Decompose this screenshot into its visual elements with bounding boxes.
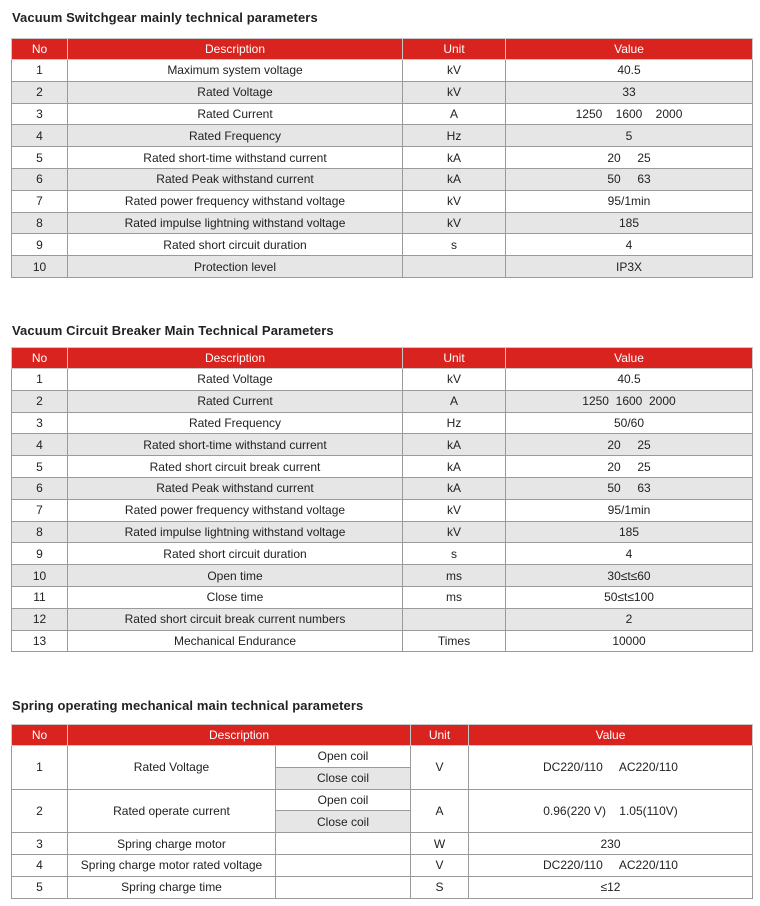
cell-description: Spring charge motor <box>68 833 276 855</box>
cell-no: 3 <box>12 833 68 855</box>
cell-unit: Hz <box>403 412 506 434</box>
cell-unit: kV <box>403 190 506 212</box>
cell-no: 10 <box>12 565 68 587</box>
cell-unit: kA <box>403 147 506 169</box>
table-row <box>12 608 753 630</box>
cell-value: 5 <box>506 125 753 147</box>
cell-no: 10 <box>12 256 68 278</box>
table-row <box>12 833 753 855</box>
cell-no: 13 <box>12 630 68 652</box>
cell-coil-type <box>276 854 411 876</box>
cell-no: 1 <box>12 60 68 82</box>
table-row <box>12 565 753 587</box>
cell-no: 8 <box>12 212 68 234</box>
cell-description: Close time <box>68 586 403 608</box>
section-1-title: Vacuum Switchgear mainly technical parameters <box>12 10 318 25</box>
table-header-row <box>12 39 753 60</box>
header-value: Value <box>469 725 753 746</box>
table-row <box>12 746 753 768</box>
cell-unit: kA <box>403 456 506 478</box>
cell-description: Rated Voltage <box>68 369 403 391</box>
cell-no: 7 <box>12 499 68 521</box>
cell-no: 7 <box>12 190 68 212</box>
cell-value: 2 <box>506 608 753 630</box>
cell-value: DC220/110 AC220/110 <box>469 746 753 790</box>
cell-no: 4 <box>12 434 68 456</box>
cell-unit: kV <box>403 369 506 391</box>
table-row <box>12 190 753 212</box>
header-no: No <box>12 725 68 746</box>
cell-no: 1 <box>12 369 68 391</box>
cell-value: 185 <box>506 521 753 543</box>
cell-description: Rated short-time withstand current <box>68 147 403 169</box>
cell-unit: S <box>411 876 469 898</box>
cell-description: Rated power frequency withstand voltage <box>68 190 403 212</box>
cell-no: 2 <box>12 789 68 833</box>
cell-unit: V <box>411 854 469 876</box>
cell-unit: kV <box>403 521 506 543</box>
cell-description: Rated short-time withstand current <box>68 434 403 456</box>
cell-description: Maximum system voltage <box>68 60 403 82</box>
header-value: Value <box>506 348 753 369</box>
cell-no: 5 <box>12 456 68 478</box>
cell-no: 5 <box>12 876 68 898</box>
cell-no: 8 <box>12 521 68 543</box>
section-3-title: Spring operating mechanical main technical parameters <box>12 698 364 713</box>
cell-coil-type: Close coil <box>276 811 411 833</box>
cell-unit: A <box>403 390 506 412</box>
cell-no: 11 <box>12 586 68 608</box>
cell-no: 2 <box>12 81 68 103</box>
table-row <box>12 168 753 190</box>
cell-description: Rated Frequency <box>68 125 403 147</box>
cell-coil-type <box>276 876 411 898</box>
cell-description: Spring charge motor rated voltage <box>68 854 276 876</box>
header-unit: Unit <box>403 39 506 60</box>
cell-description: Rated Voltage <box>68 81 403 103</box>
cell-value: 4 <box>506 234 753 256</box>
cell-no: 3 <box>12 412 68 434</box>
cell-description: Mechanical Endurance <box>68 630 403 652</box>
header-value: Value <box>506 39 753 60</box>
cell-value: 40.5 <box>506 369 753 391</box>
cell-no: 9 <box>12 234 68 256</box>
cell-description: Rated operate current <box>68 789 276 833</box>
cell-no: 12 <box>12 608 68 630</box>
cell-description: Rated short circuit break current <box>68 456 403 478</box>
cell-description: Rated Current <box>68 103 403 125</box>
cell-value: 230 <box>469 833 753 855</box>
cell-description: Rated impulse lightning withstand voltage <box>68 521 403 543</box>
header-description: Description <box>68 725 411 746</box>
header-no: No <box>12 39 68 60</box>
cell-no: 6 <box>12 168 68 190</box>
cell-unit: ms <box>403 565 506 587</box>
table-row <box>12 876 753 898</box>
cell-value: 20 25 <box>506 434 753 456</box>
table-row <box>12 412 753 434</box>
cell-no: 2 <box>12 390 68 412</box>
cell-value: 10000 <box>506 630 753 652</box>
cell-unit: Times <box>403 630 506 652</box>
cell-value: 1250 1600 2000 <box>506 103 753 125</box>
cell-value: IP3X <box>506 256 753 278</box>
cell-value: ≤12 <box>469 876 753 898</box>
cell-value: 20 25 <box>506 456 753 478</box>
table-row <box>12 212 753 234</box>
cell-value: 33 <box>506 81 753 103</box>
table-row <box>12 789 753 811</box>
cell-coil-type: Open coil <box>276 789 411 811</box>
cell-description: Rated short circuit duration <box>68 543 403 565</box>
table-header-row <box>12 348 753 369</box>
table-header-row <box>12 725 753 746</box>
table-row <box>12 499 753 521</box>
cell-no: 3 <box>12 103 68 125</box>
cell-unit: Hz <box>403 125 506 147</box>
table-row <box>12 521 753 543</box>
cell-value: DC220/110 AC220/110 <box>469 854 753 876</box>
cell-description: Rated power frequency withstand voltage <box>68 499 403 521</box>
cell-description: Rated Frequency <box>68 412 403 434</box>
cell-no: 9 <box>12 543 68 565</box>
cell-unit: kV <box>403 499 506 521</box>
cell-value: 40.5 <box>506 60 753 82</box>
cell-coil-type <box>276 833 411 855</box>
table-row <box>12 60 753 82</box>
cell-description: Open time <box>68 565 403 587</box>
cell-description: Rated short circuit duration <box>68 234 403 256</box>
cell-unit: A <box>411 789 469 833</box>
cell-unit: kV <box>403 212 506 234</box>
cell-value: 50 63 <box>506 477 753 499</box>
table-row <box>12 390 753 412</box>
cell-no: 1 <box>12 746 68 790</box>
cell-description: Protection level <box>68 256 403 278</box>
table-row <box>12 369 753 391</box>
cell-description: Rated impulse lightning withstand voltage <box>68 212 403 234</box>
circuit-breaker-parameters-table <box>11 347 753 652</box>
table-row <box>12 630 753 652</box>
header-unit: Unit <box>411 725 469 746</box>
table-row <box>12 543 753 565</box>
header-description: Description <box>68 348 403 369</box>
cell-value: 185 <box>506 212 753 234</box>
cell-unit: W <box>411 833 469 855</box>
cell-value: 50 63 <box>506 168 753 190</box>
table-row <box>12 147 753 169</box>
table-row <box>12 81 753 103</box>
cell-description: Rated Voltage <box>68 746 276 790</box>
cell-description: Rated Peak withstand current <box>68 477 403 499</box>
section-2-title: Vacuum Circuit Breaker Main Technical Parameters <box>12 323 334 338</box>
cell-value: 50≤t≤100 <box>506 586 753 608</box>
table-row <box>12 586 753 608</box>
cell-description: Spring charge time <box>68 876 276 898</box>
cell-coil-type: Open coil <box>276 746 411 768</box>
header-unit: Unit <box>403 348 506 369</box>
cell-unit: ms <box>403 586 506 608</box>
cell-coil-type: Close coil <box>276 767 411 789</box>
cell-unit: kV <box>403 60 506 82</box>
cell-value: 95/1min <box>506 190 753 212</box>
cell-unit: kV <box>403 81 506 103</box>
cell-value: 1250 1600 2000 <box>506 390 753 412</box>
header-no: No <box>12 348 68 369</box>
cell-description: Rated short circuit break current numbers <box>68 608 403 630</box>
table-row <box>12 256 753 278</box>
cell-unit: kA <box>403 168 506 190</box>
cell-no: 5 <box>12 147 68 169</box>
cell-no: 4 <box>12 854 68 876</box>
cell-no: 6 <box>12 477 68 499</box>
table-row <box>12 234 753 256</box>
switchgear-parameters-table <box>11 38 753 278</box>
spring-mechanism-parameters-table <box>11 724 753 899</box>
table-row <box>12 854 753 876</box>
cell-value: 95/1min <box>506 499 753 521</box>
table-row <box>12 125 753 147</box>
cell-unit: kA <box>403 477 506 499</box>
cell-unit: V <box>411 746 469 790</box>
cell-value: 30≤t≤60 <box>506 565 753 587</box>
cell-value: 4 <box>506 543 753 565</box>
cell-unit: A <box>403 103 506 125</box>
cell-unit: s <box>403 543 506 565</box>
cell-unit: kA <box>403 434 506 456</box>
table-row <box>12 103 753 125</box>
cell-unit: s <box>403 234 506 256</box>
cell-value: 0.96(220 V) 1.05(110V) <box>469 789 753 833</box>
cell-value: 20 25 <box>506 147 753 169</box>
cell-no: 4 <box>12 125 68 147</box>
table-row <box>12 477 753 499</box>
cell-value: 50/60 <box>506 412 753 434</box>
table-row <box>12 456 753 478</box>
header-description: Description <box>68 39 403 60</box>
cell-description: Rated Peak withstand current <box>68 168 403 190</box>
table-row <box>12 434 753 456</box>
cell-unit <box>403 608 506 630</box>
cell-description: Rated Current <box>68 390 403 412</box>
cell-unit <box>403 256 506 278</box>
